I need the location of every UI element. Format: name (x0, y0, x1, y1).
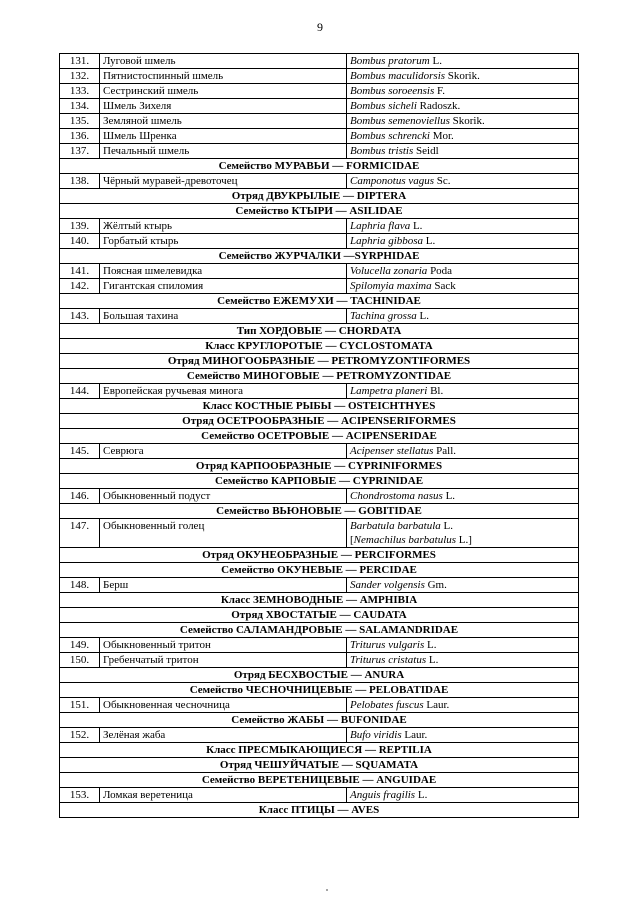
taxon-header: Семейство САЛАМАНДРОВЫЕ — SALAMANDRIDAE (60, 623, 579, 638)
latin-binomial: Camponotus vagus (350, 175, 435, 187)
latin-name (347, 788, 579, 803)
species-row (60, 234, 579, 249)
species-number: 151. (60, 698, 100, 713)
taxon-header-row (60, 189, 579, 204)
russian-name: Зелёная жаба (100, 728, 347, 743)
taxon-header: Тип ХОРДОВЫЕ — CHORDATA (60, 324, 579, 339)
russian-name: Берш (100, 578, 347, 593)
taxon-header-row (60, 354, 579, 369)
species-number: 132. (60, 69, 100, 84)
taxon-header: Семейство ЕЖЕМУХИ — TACHINIDAE (60, 294, 579, 309)
latin-binomial: Bombus maculidorsis (350, 70, 446, 82)
taxon-header: Семейство ЧЕСНОЧНИЦЕВЫЕ — PELOBATIDAE (60, 683, 579, 698)
latin-name (347, 638, 579, 653)
latin-binomial: Bombus semenoviellus (350, 115, 450, 127)
russian-name: Земляной шмель (100, 114, 347, 129)
species-row (60, 578, 579, 593)
latin-name (347, 54, 579, 69)
latin-binomial: Bombus sicheli (350, 100, 417, 112)
russian-name: Луговой шмель (100, 54, 347, 69)
taxon-header-row (60, 758, 579, 773)
taxon-header: Отряд ОКУНЕОБРАЗНЫЕ — PERCIFORMES (60, 548, 579, 563)
latin-name (347, 653, 579, 668)
taxon-header: Семейство КАРПОВЫЕ — CYPRINIDAE (60, 474, 579, 489)
species-row (60, 69, 579, 84)
taxon-header-row (60, 743, 579, 758)
author: L. (443, 520, 453, 532)
latin-name (347, 489, 579, 504)
taxon-header-row (60, 429, 579, 444)
author: Sack (434, 280, 456, 292)
author: L. (417, 789, 428, 801)
taxon-header-row (60, 803, 579, 818)
taxon-header: Семейство МИНОГОВЫЕ — PETROMYZONTIDAE (60, 369, 579, 384)
latin-binomial: Bombus schrencki (350, 130, 430, 142)
latin-name (347, 698, 579, 713)
species-row (60, 264, 579, 279)
species-row (60, 99, 579, 114)
latin-name (347, 219, 579, 234)
page-number: 9 (317, 20, 323, 34)
taxon-header-row (60, 563, 579, 578)
taxon-header-row (60, 713, 579, 728)
species-row (60, 519, 579, 548)
taxon-header: Семейство ЖУРЧАЛКИ —SYRPHIDAE (60, 249, 579, 264)
russian-name: Ломкая веретеница (100, 788, 347, 803)
species-row (60, 444, 579, 459)
latin-binomial: Bombus tristis (350, 145, 414, 157)
species-number: 131. (60, 54, 100, 69)
latin-binomial: Triturus vulgaris (350, 639, 425, 651)
russian-name: Обыкновенная чесночница (100, 698, 347, 713)
taxon-header-row (60, 773, 579, 788)
taxon-header: Отряд ОСЕТРООБРАЗНЫЕ — ACIPENSERIFORMES (60, 414, 579, 429)
russian-name: Жёлтый ктырь (100, 219, 347, 234)
author: Skorik. (452, 115, 485, 127)
latin-binomial: Triturus cristatus (350, 654, 427, 666)
taxon-header: Семейство ВЕРЕТЕНИЦЕВЫЕ — ANGUIDAE (60, 773, 579, 788)
taxon-header-row (60, 593, 579, 608)
latin-name (347, 114, 579, 129)
author: L. (432, 55, 442, 67)
latin-binomial: Sander volgensis (350, 579, 425, 591)
species-row (60, 384, 579, 399)
latin-synonym: Nemachilus barbatulus (353, 534, 457, 546)
latin-binomial: Lampetra planeri (350, 385, 428, 397)
species-number: 133. (60, 84, 100, 99)
latin-name (347, 309, 579, 324)
russian-name: Чёрный муравей-древоточец (100, 174, 347, 189)
latin-binomial: Spilomyia maxima (350, 280, 432, 292)
russian-name: Поясная шмелевидка (100, 264, 347, 279)
species-number: 140. (60, 234, 100, 249)
species-number: 135. (60, 114, 100, 129)
species-row (60, 174, 579, 189)
species-row (60, 728, 579, 743)
taxon-header-row (60, 324, 579, 339)
latin-name (347, 234, 579, 249)
taxon-header-row (60, 399, 579, 414)
taxon-header: Отряд ЧЕШУЙЧАТЫЕ — SQUAMATA (60, 758, 579, 773)
taxon-header: Отряд МИНОГООБРАЗНЫЕ — PETROMYZONTIFORMES (60, 354, 579, 369)
taxon-header-row (60, 623, 579, 638)
synonym-author: L.] (458, 534, 472, 546)
latin-binomial: Pelobates fuscus (350, 699, 424, 711)
russian-name: Горбатый ктырь (100, 234, 347, 249)
taxon-header-row (60, 474, 579, 489)
taxon-header-row (60, 369, 579, 384)
author: Skorik. (447, 70, 480, 82)
species-number: 137. (60, 144, 100, 159)
author: Bl. (430, 385, 444, 397)
species-number: 139. (60, 219, 100, 234)
author: Gm. (427, 579, 447, 591)
taxon-header-row (60, 204, 579, 219)
latin-binomial: Anguis fragilis (350, 789, 416, 801)
latin-binomial: Acipenser stellatus (350, 445, 434, 457)
latin-binomial: Bombus soroeensis (350, 85, 435, 97)
latin-name (347, 279, 579, 294)
author: Laur. (426, 699, 450, 711)
latin-binomial: Barbatula barbatula (350, 520, 441, 532)
russian-name: Шмель Зихеля (100, 99, 347, 114)
taxon-header: Семейство ВЬЮНОВЫЕ — GOBITIDAE (60, 504, 579, 519)
latin-name (347, 69, 579, 84)
author: L. (427, 639, 437, 651)
latin-name (347, 129, 579, 144)
author: L. (425, 235, 436, 247)
taxon-header: Семейство КТЫРИ — ASILIDAE (60, 204, 579, 219)
author: Radoszk. (419, 100, 461, 112)
author: Sc. (436, 175, 451, 187)
author: Poda (430, 265, 453, 277)
taxon-header: Отряд БЕСХВОСТЫЕ — ANURA (60, 668, 579, 683)
taxon-header: Класс ПРЕСМЫКАЮЩИЕСЯ — REPTILIA (60, 743, 579, 758)
latin-name (347, 264, 579, 279)
taxon-header-row (60, 294, 579, 309)
latin-name (347, 444, 579, 459)
species-number: 148. (60, 578, 100, 593)
species-number: 138. (60, 174, 100, 189)
species-row (60, 129, 579, 144)
latin-name (347, 144, 579, 159)
species-number: 149. (60, 638, 100, 653)
species-row (60, 698, 579, 713)
russian-name: Гигантская спиломия (100, 279, 347, 294)
taxon-header: Семейство МУРАВЬИ — FORMICIDAE (60, 159, 579, 174)
russian-name: Гребенчатый тритон (100, 653, 347, 668)
species-number: 153. (60, 788, 100, 803)
taxon-header: Отряд ДВУКРЫЛЫЕ — DIPTERA (60, 189, 579, 204)
taxon-header-row (60, 339, 579, 354)
bracket-open: [ (350, 534, 354, 546)
species-row (60, 84, 579, 99)
latin-binomial: Laphria flava (350, 220, 411, 232)
species-row (60, 638, 579, 653)
latin-name (347, 99, 579, 114)
taxon-header: Класс КРУГЛОРОТЫЕ — CYCLOSTOMATA (60, 339, 579, 354)
taxon-header: Отряд КАРПООБРАЗНЫЕ — CYPRINIFORMES (60, 459, 579, 474)
russian-name: Обыкновенный тритон (100, 638, 347, 653)
russian-name: Европейская ручьевая минога (100, 384, 347, 399)
taxon-header: Семейство ОКУНЕВЫЕ — PERCIDAE (60, 563, 579, 578)
taxon-header: Семейство ЖАБЫ — BUFONIDAE (60, 713, 579, 728)
russian-name: Печальный шмель (100, 144, 347, 159)
taxon-header: Класс КОСТНЫЕ РЫБЫ — OSTEICHTHYES (60, 399, 579, 414)
species-number: 146. (60, 489, 100, 504)
species-row (60, 54, 579, 69)
species-row (60, 309, 579, 324)
russian-name: Пятнистоспинный шмель (100, 69, 347, 84)
author: Mor. (432, 130, 454, 142)
species-row (60, 788, 579, 803)
species-row (60, 114, 579, 129)
species-row (60, 279, 579, 294)
species-number: 141. (60, 264, 100, 279)
species-row (60, 144, 579, 159)
latin-binomial: Tachina grossa (350, 310, 417, 322)
latin-name (347, 728, 579, 743)
species-number: 134. (60, 99, 100, 114)
species-number: 144. (60, 384, 100, 399)
latin-name (347, 174, 579, 189)
latin-binomial: Chondrostoma nasus (350, 490, 443, 502)
author: F. (436, 85, 445, 97)
russian-name: Большая тахина (100, 309, 347, 324)
latin-name (347, 384, 579, 399)
russian-name: Сестринский шмель (100, 84, 347, 99)
scan-speck (326, 889, 328, 891)
species-number: 143. (60, 309, 100, 324)
russian-name: Обыкновенный подуст (100, 489, 347, 504)
taxon-header-row (60, 414, 579, 429)
author: L. (419, 310, 429, 322)
latin-name (347, 519, 579, 548)
taxon-header-row (60, 249, 579, 264)
latin-binomial: Bufo viridis (350, 729, 402, 741)
russian-name: Севрюга (100, 444, 347, 459)
latin-binomial: Laphria gibbosa (350, 235, 424, 247)
author: L. (412, 220, 423, 232)
species-table (59, 53, 579, 818)
taxon-header: Класс ПТИЦЫ — AVES (60, 803, 579, 818)
taxon-header-row (60, 459, 579, 474)
author: L. (428, 654, 439, 666)
taxon-header-row (60, 504, 579, 519)
taxon-header: Семейство ОСЕТРОВЫЕ — ACIPENSERIDAE (60, 429, 579, 444)
species-number: 136. (60, 129, 100, 144)
author: L. (445, 490, 456, 502)
author: Pall. (436, 445, 457, 457)
author: Seidl (416, 145, 439, 157)
latin-binomial: Volucella zonaria (350, 265, 428, 277)
russian-name: Обыкновенный голец (100, 519, 347, 548)
species-number: 152. (60, 728, 100, 743)
species-number: 145. (60, 444, 100, 459)
taxon-header: Отряд ХВОСТАТЫЕ — CAUDATA (60, 608, 579, 623)
species-number: 150. (60, 653, 100, 668)
latin-name (347, 84, 579, 99)
latin-name (347, 578, 579, 593)
taxon-header-row (60, 683, 579, 698)
species-number: 147. (60, 519, 100, 548)
taxon-header: Класс ЗЕМНОВОДНЫЕ — AMPHIBIA (60, 593, 579, 608)
russian-name: Шмель Шренка (100, 129, 347, 144)
species-number: 142. (60, 279, 100, 294)
author: Laur. (404, 729, 428, 741)
species-row (60, 489, 579, 504)
latin-binomial: Bombus pratorum (350, 55, 430, 67)
species-row (60, 653, 579, 668)
taxon-header-row (60, 668, 579, 683)
taxon-header-row (60, 548, 579, 563)
taxon-header-row (60, 608, 579, 623)
taxon-header-row (60, 159, 579, 174)
species-row (60, 219, 579, 234)
